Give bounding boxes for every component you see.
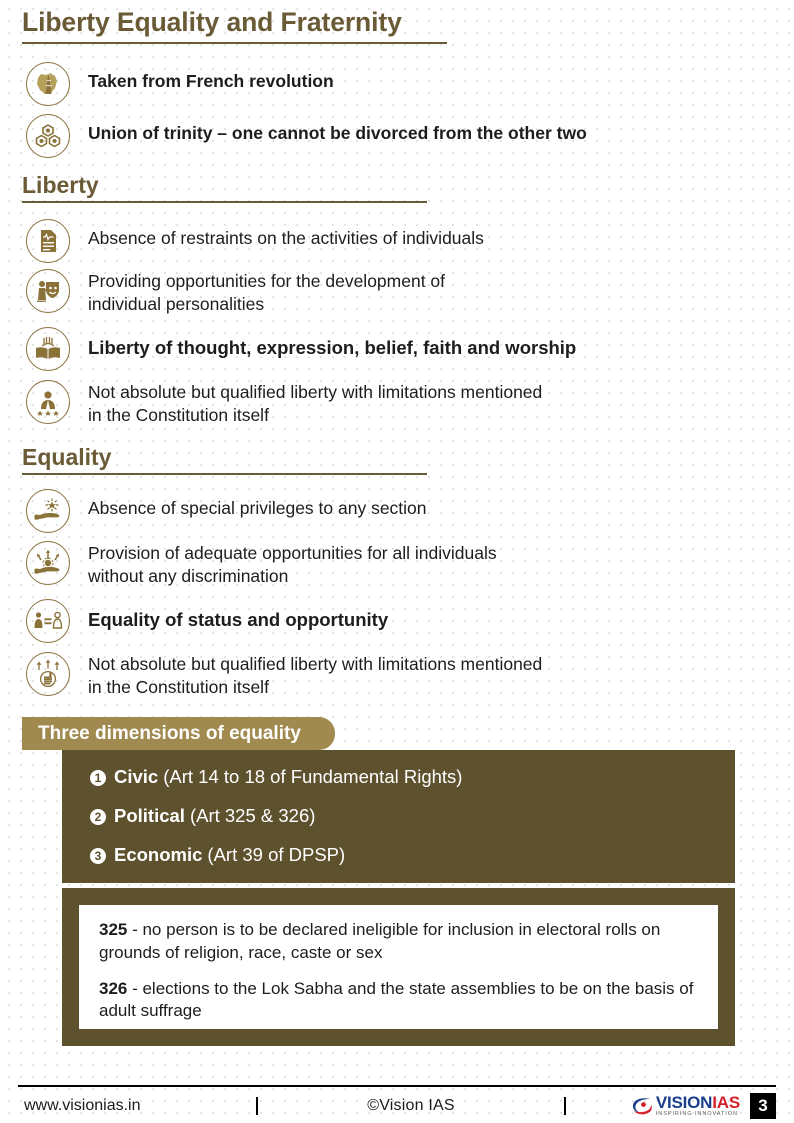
dimensions-panel (62, 750, 735, 883)
logo-swoosh-icon (631, 1096, 653, 1116)
list-item (26, 114, 756, 158)
article-text: - elections to the Lok Sabha and the state assemblies to be on the basis of adult suffrage (99, 978, 694, 1021)
list-item (26, 62, 756, 106)
articles-panel (62, 888, 735, 1046)
list-item-text: Absence of special privileges to any section (88, 498, 427, 518)
person-stars-icon (26, 380, 70, 424)
list-item (26, 269, 756, 316)
section-header-equality (22, 445, 430, 475)
dimension-number: 2 (90, 809, 106, 825)
open-book-icon (26, 327, 70, 371)
list-item (26, 652, 756, 699)
footer-website-url[interactable]: www.visionias.in (24, 1097, 141, 1114)
list-item (26, 219, 756, 263)
hand-arrows-icon (26, 541, 70, 585)
dimension-detail: (Art 325 & 326) (189, 805, 316, 826)
dimension-item (90, 807, 735, 826)
dimension-detail: (Art 39 of DPSP) (207, 844, 346, 865)
list-item-text: Liberty of thought, expression, belief, faith and worship (88, 337, 577, 358)
hand-star-icon (26, 489, 70, 533)
dimension-name: Economic (114, 844, 203, 865)
dimension-number: 1 (90, 770, 106, 786)
list-item (26, 327, 756, 371)
list-item (26, 599, 756, 643)
section-title: Equality (22, 444, 112, 470)
list-item (26, 541, 756, 588)
logo-tagline: INSPIRING INNOVATION (655, 1111, 738, 1118)
footer-logo-zone (566, 1093, 776, 1119)
list-item-text: Provision of adequate opportunities for all individuals without any discrimination (88, 543, 497, 587)
dimension-name: Civic (114, 766, 159, 787)
list-item (26, 489, 756, 533)
trinity-hexagons-icon (26, 114, 70, 158)
logo-ias-text: IAS (712, 1093, 740, 1113)
dimension-number: 3 (90, 848, 106, 864)
dimension-name: Political (114, 805, 185, 826)
footer-copyright: ©Vision IAS (367, 1097, 455, 1114)
list-item-text: Equality of status and opportunity (88, 609, 389, 630)
list-item-text: Taken from French revolution (88, 71, 334, 91)
section-header-liberty (22, 173, 430, 203)
list-item-text: Union of trinity – one cannot be divorced from the other two (88, 123, 587, 143)
logo-text-block (656, 1094, 740, 1118)
visionias-logo (631, 1094, 740, 1118)
articles-white-box (79, 905, 718, 1029)
two-persons-equals-icon (26, 599, 70, 643)
article-text: - no person is to be declared ineligible for inclusion in electoral rolls on grounds of religion, race, caste or sex (99, 920, 661, 962)
page-number: 3 (750, 1093, 776, 1119)
document-pulse-icon (26, 219, 70, 263)
list-item-text: Not absolute but qualified liberty with limitations mentioned in the Constitution itself (88, 382, 543, 426)
footer-divider (18, 1085, 776, 1087)
article-entry (99, 978, 698, 1024)
theatre-masks-icon (26, 269, 70, 313)
title-divider (22, 42, 447, 44)
footer (18, 1090, 776, 1122)
section-divider (22, 473, 427, 475)
article-number: 326 (99, 978, 128, 998)
list-item-text: Absence of restraints on the activities of individuals (88, 228, 484, 248)
three-dimensions-tab: Three dimensions of equality (22, 717, 335, 750)
dimension-item (90, 846, 735, 865)
page-title: Liberty Equality and Fraternity (22, 7, 402, 37)
dimension-item (90, 768, 735, 787)
list-item (26, 380, 756, 427)
section-title: Liberty (22, 172, 99, 198)
logo-vision-text: VISION (655, 1093, 713, 1113)
article-number: 325 (99, 920, 128, 939)
france-eiffel-icon (26, 62, 70, 106)
article-entry (99, 919, 698, 965)
fist-arrows-icon (26, 652, 70, 696)
section-divider (22, 201, 427, 203)
logo-wordmark (656, 1094, 740, 1111)
page-title-block (22, 8, 452, 44)
list-item-text: Providing opportunities for the development of individual personalities (88, 271, 446, 315)
list-item-text: Not absolute but qualified liberty with limitations mentioned in the Constitution itself (88, 654, 543, 698)
dimension-detail: (Art 14 to 18 of Fundamental Rights) (163, 766, 463, 787)
